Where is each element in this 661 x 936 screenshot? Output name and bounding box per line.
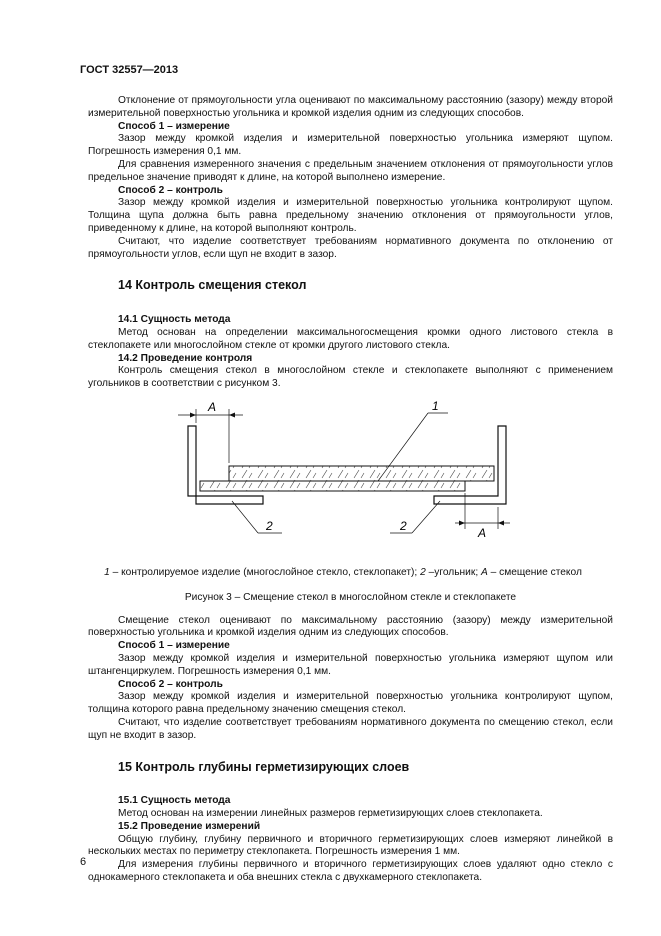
paragraph: Смещение стекол оценивают по максимальному расстоянию (зазору) между измерительной поверхностью угольника и кромкой изделия одним из следующих способов. bbox=[88, 614, 613, 639]
method-title: Способ 2 – контроль bbox=[118, 678, 223, 690]
figure-caption: Рисунок 3 – Смещение стекол в многослойном стекле и стеклопакете bbox=[184, 591, 517, 603]
glass-offset-diagram bbox=[0, 399, 661, 567]
paragraph: Для сравнения измеренного значения с предельным значением отклонения от прямоугольности углов предельное значение приводят к длине, на которой выполнено измерение. bbox=[88, 158, 613, 183]
paragraph: Зазор между кромкой изделия и измерительной поверхностью угольника контролируют щупом, толщина которого равна предельному значению смещения стекол. bbox=[88, 691, 613, 716]
label-a-top: A bbox=[208, 399, 217, 414]
right-square bbox=[434, 426, 506, 504]
page-body bbox=[88, 95, 613, 885]
method-title: Способ 1 – измерение bbox=[118, 640, 230, 652]
paragraph: Отклонение от прямоугольности угла оценивают по максимальному расстоянию (зазору) между второй измерительной поверхностью угольника и кромкой изделия одним из следующих способов. bbox=[88, 95, 613, 119]
subsection-title: 14.1 Сущность метода bbox=[118, 314, 231, 326]
paragraph: Зазор между кромкой изделия и измерительной поверхностью угольника измеряют щупом или штангенциркулем. Погрешность измерения 0,1 мм. bbox=[88, 652, 613, 677]
paragraph: Метод основан на измерении линейных размеров герметизирующих слоев стеклопакета. bbox=[118, 808, 543, 820]
label-2-left: 2 bbox=[266, 518, 273, 533]
paragraph: Контроль смещения стекол в многослойном стекле и стеклопакете выполняют с применением угольников в соответствии с рисунком 3. bbox=[88, 365, 613, 390]
subsection-title: 14.2 Проведение контроля bbox=[118, 352, 253, 364]
figure-legend: 1 – контролируемое изделие (многослойное стекло, стеклопакет); 2 –угольник; A – смещение стекол bbox=[104, 566, 582, 578]
figure-3 bbox=[88, 399, 613, 567]
section-heading: 15 Контроль глубины герметизирующих слоев bbox=[118, 759, 410, 774]
paragraph: Считают, что изделие соответствует требованиям нормативного документа по отклонению от прямоугольности углов, если щуп не входит в зазор. bbox=[88, 235, 613, 260]
paragraph: Зазор между кромкой изделия и измерительной поверхностью угольника измеряют щупом. Погрешность измерения 0,1 мм. bbox=[88, 133, 613, 158]
document-code: ГОСТ 32557—2013 bbox=[80, 64, 179, 76]
paragraph: Считают, что изделие соответствует требованиям нормативного документа по смещению стекол, если щуп не входит в зазор. bbox=[88, 716, 613, 741]
paragraph: Общую глубину, глубину первичного и вторичного герметизирующих слоев измеряют линейкой в нескольких местах по периметру стеклопакета. Погрешность измерения 1 мм. bbox=[88, 833, 613, 858]
bottom-glass bbox=[200, 481, 465, 491]
subsection-title: 15.2 Проведение измерений bbox=[118, 820, 261, 832]
page-number: 6 bbox=[80, 856, 87, 868]
left-square bbox=[188, 426, 263, 504]
label-a-bottom: A bbox=[478, 525, 487, 540]
paragraph: Для измерения глубины первичного и вторичного герметизирующих слоев удаляют одно стекло с однокамерного стеклопакета и оба внешних стекла с двухкамерного стеклопакета. bbox=[88, 859, 613, 884]
method-title: Способ 2 – контроль bbox=[118, 184, 223, 196]
label-2-right: 2 bbox=[400, 518, 407, 533]
paragraph: Метод основан на определении максимальногосмещения кромки одного листового стекла в стеклопакете или многослойном стекле от кромки другого листового стекла. bbox=[88, 326, 613, 351]
section-heading: 14 Контроль смещения стекол bbox=[118, 278, 307, 293]
subsection-title: 15.1 Сущность метода bbox=[118, 795, 231, 807]
top-glass bbox=[229, 466, 494, 481]
method-title: Способ 1 – измерение bbox=[118, 120, 230, 132]
paragraph: Зазор между кромкой изделия и измерительной поверхностью угольника контролируют щупом. Толщина щупа должна быть равна предельному значению отклонения от прямоугольности углов, приведенному к длине, на которой выполняют контроль. bbox=[88, 197, 613, 234]
label-1: 1 bbox=[432, 398, 439, 413]
